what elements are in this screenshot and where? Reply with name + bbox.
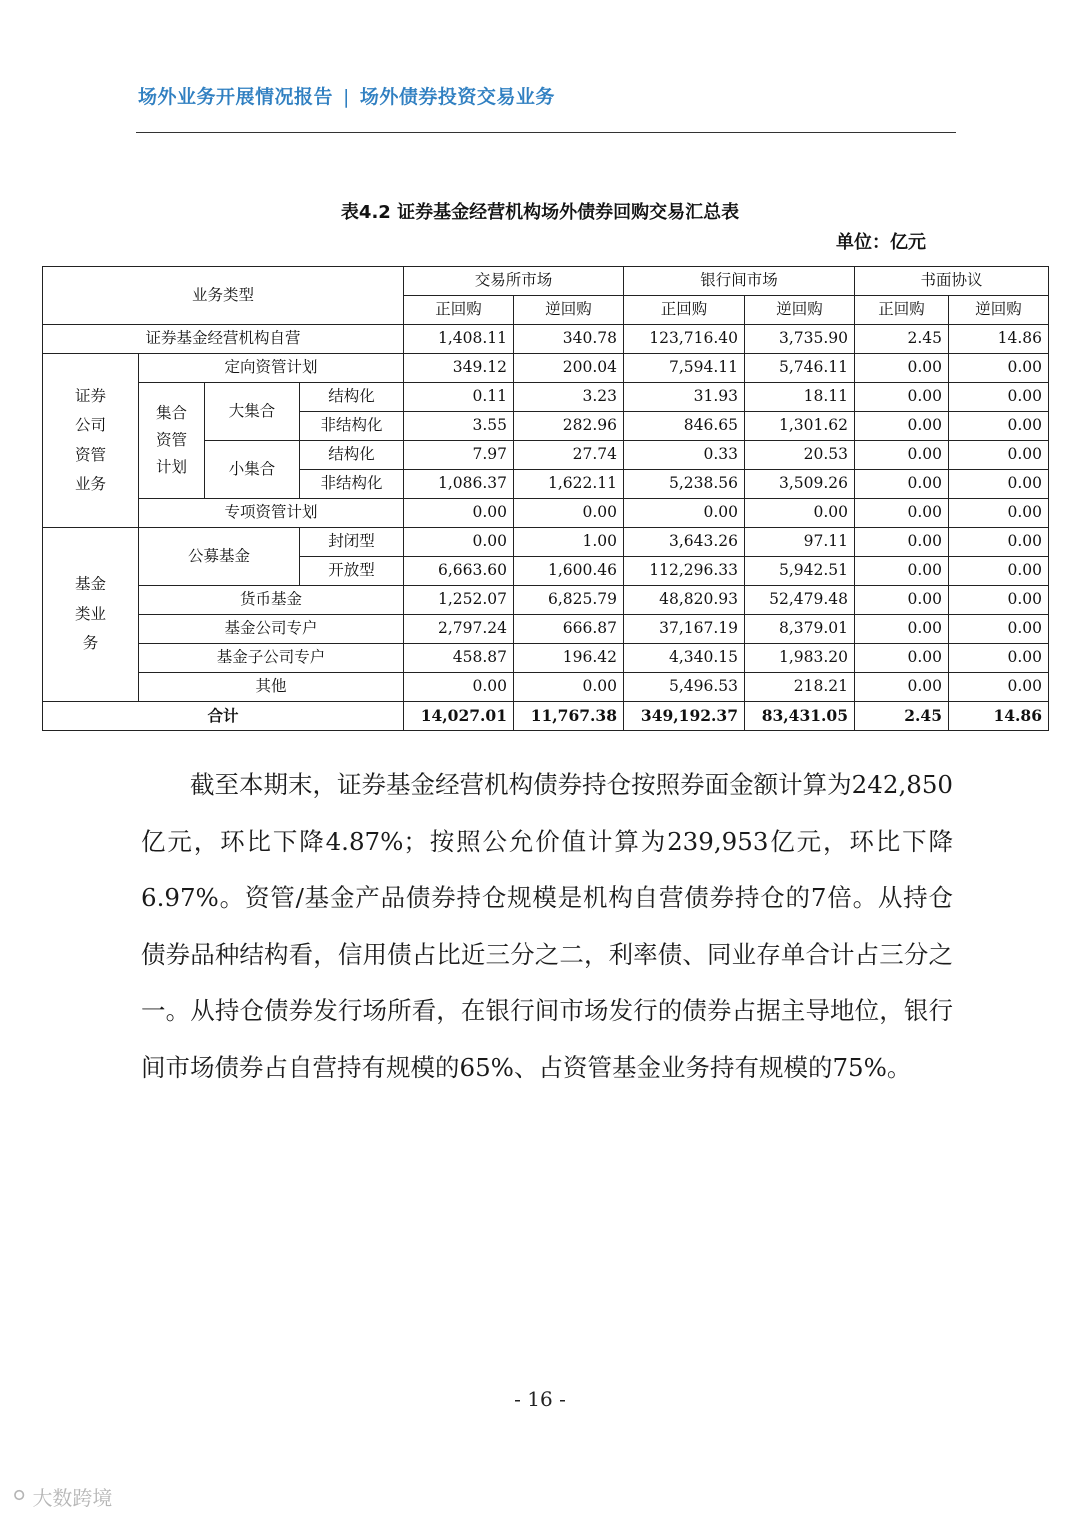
col-written-reverse: 逆回购 bbox=[949, 296, 1049, 325]
table-cell: 0.00 bbox=[404, 528, 514, 557]
body-paragraph: 截至本期末，证券基金经营机构债券持仓按照券面金额计算为242,850亿元，环比下降4.87%；按照公允价值计算为239,953亿元，环比下降6.97%。资管/基金产品债券持仓规模是机构自营债券持仓的7倍。从持仓债券品种结构看，信用债占比近三分之二，利率债、同业存单合计占三分之一。从持仓债券发行场所看，在银行间市场发行的债券占据主导地位，银行间市场债券占自营持有规模的65%、占资管基金业务持有规模的75%。 bbox=[141, 770, 953, 1082]
table-cell: 218.21 bbox=[745, 673, 855, 702]
table-cell: 0.00 bbox=[514, 499, 624, 528]
table-cell: 2.45 bbox=[855, 325, 949, 354]
table-cell: 1,622.11 bbox=[514, 470, 624, 499]
group-label-public-fund: 公募基金 bbox=[139, 528, 300, 586]
table-cell: 123,716.40 bbox=[624, 325, 745, 354]
table-cell: 340.78 bbox=[514, 325, 624, 354]
table-cell: 0.00 bbox=[949, 528, 1049, 557]
table-cell: 0.00 bbox=[855, 412, 949, 441]
table-cell: 1,252.07 bbox=[404, 586, 514, 615]
table-cell: 7,594.11 bbox=[624, 354, 745, 383]
table-row bbox=[43, 528, 1049, 557]
table-cell: 0.00 bbox=[855, 586, 949, 615]
row-label-non-structured: 非结构化 bbox=[300, 412, 404, 441]
table-cell: 18.11 bbox=[745, 383, 855, 412]
table-cell: 3.23 bbox=[514, 383, 624, 412]
table-cell: 0.00 bbox=[404, 499, 514, 528]
row-label-total: 合计 bbox=[43, 702, 404, 731]
table-cell: 458.87 bbox=[404, 644, 514, 673]
table-cell: 0.33 bbox=[624, 441, 745, 470]
table-cell: 4,340.15 bbox=[624, 644, 745, 673]
col-interbank: 银行间市场 bbox=[624, 267, 855, 296]
table-cell: 0.00 bbox=[855, 644, 949, 673]
repo-summary-table bbox=[42, 266, 1049, 731]
report-header bbox=[138, 82, 555, 109]
table-cell: 7.97 bbox=[404, 441, 514, 470]
table-cell: 0.00 bbox=[855, 383, 949, 412]
row-label-fund-sub-account: 基金子公司专户 bbox=[139, 644, 404, 673]
table-cell: 97.11 bbox=[745, 528, 855, 557]
table-cell: 1,600.46 bbox=[514, 557, 624, 586]
table-cell: 0.00 bbox=[949, 673, 1049, 702]
col-interbank-repo: 正回购 bbox=[624, 296, 745, 325]
table-cell: 0.00 bbox=[949, 441, 1049, 470]
table-caption: 表4.2 证券基金经营机构场外债券回购交易汇总表 bbox=[340, 202, 740, 223]
table-cell: 0.00 bbox=[855, 615, 949, 644]
table-cell: 20.53 bbox=[745, 441, 855, 470]
table-cell: 349,192.37 bbox=[624, 702, 745, 731]
table-cell: 8,379.01 bbox=[745, 615, 855, 644]
table-cell: 282.96 bbox=[514, 412, 624, 441]
row-label-other: 其他 bbox=[139, 673, 404, 702]
table-cell: 0.00 bbox=[949, 557, 1049, 586]
table-cell: 1,301.62 bbox=[745, 412, 855, 441]
table-cell: 0.00 bbox=[949, 586, 1049, 615]
group-label-fund: 基金类业务 bbox=[43, 528, 139, 702]
table-row bbox=[43, 644, 1049, 673]
table-cell: 0.00 bbox=[745, 499, 855, 528]
table-cell: 200.04 bbox=[514, 354, 624, 383]
table-cell: 0.00 bbox=[855, 499, 949, 528]
col-written-repo: 正回购 bbox=[855, 296, 949, 325]
table-row bbox=[43, 499, 1049, 528]
table-cell: 2,797.24 bbox=[404, 615, 514, 644]
table-cell: 0.00 bbox=[949, 354, 1049, 383]
col-exchange-reverse: 逆回购 bbox=[514, 296, 624, 325]
table-cell: 0.00 bbox=[624, 499, 745, 528]
group-label-small-collective: 小集合 bbox=[205, 441, 300, 499]
table-cell: 48,820.93 bbox=[624, 586, 745, 615]
row-label-proprietary: 证券基金经营机构自营 bbox=[43, 325, 404, 354]
table-cell: 0.11 bbox=[404, 383, 514, 412]
table-row bbox=[43, 325, 1049, 354]
row-label-closed: 封闭型 bbox=[300, 528, 404, 557]
table-cell: 196.42 bbox=[514, 644, 624, 673]
table-cell: 5,942.51 bbox=[745, 557, 855, 586]
table-cell: 349.12 bbox=[404, 354, 514, 383]
table-cell: 3.55 bbox=[404, 412, 514, 441]
table-row bbox=[43, 354, 1049, 383]
table-cell: 27.74 bbox=[514, 441, 624, 470]
table-row bbox=[43, 383, 1049, 412]
table-cell: 5,746.11 bbox=[745, 354, 855, 383]
table-row bbox=[43, 586, 1049, 615]
table-cell: 5,238.56 bbox=[624, 470, 745, 499]
table-cell: 52,479.48 bbox=[745, 586, 855, 615]
row-label-non-structured: 非结构化 bbox=[300, 470, 404, 499]
table-cell: 0.00 bbox=[855, 441, 949, 470]
table-cell: 0.00 bbox=[514, 673, 624, 702]
row-label-fund-co-account: 基金公司专户 bbox=[139, 615, 404, 644]
table-cell: 14.86 bbox=[949, 325, 1049, 354]
table-cell: 83,431.05 bbox=[745, 702, 855, 731]
table-cell: 3,735.90 bbox=[745, 325, 855, 354]
table-cell: 31.93 bbox=[624, 383, 745, 412]
watermark-text: 大数跨境 bbox=[32, 1486, 113, 1510]
table-cell: 0.00 bbox=[949, 383, 1049, 412]
table-unit: 单位：亿元 bbox=[836, 232, 926, 253]
col-interbank-reverse: 逆回购 bbox=[745, 296, 855, 325]
group-label-sec-am: 证券公司资管业务 bbox=[43, 354, 139, 528]
col-exchange: 交易所市场 bbox=[404, 267, 624, 296]
table-cell: 14,027.01 bbox=[404, 702, 514, 731]
table-cell: 0.00 bbox=[404, 673, 514, 702]
table-cell: 0.00 bbox=[855, 557, 949, 586]
header-rule bbox=[136, 132, 956, 133]
table-cell: 0.00 bbox=[949, 644, 1049, 673]
col-exchange-repo: 正回购 bbox=[404, 296, 514, 325]
table-cell: 0.00 bbox=[855, 470, 949, 499]
table-cell: 0.00 bbox=[949, 499, 1049, 528]
table-cell: 0.00 bbox=[949, 615, 1049, 644]
row-label-money-fund: 货币基金 bbox=[139, 586, 404, 615]
table-cell: 0.00 bbox=[855, 673, 949, 702]
table-row-total bbox=[43, 702, 1049, 731]
watermark bbox=[10, 1482, 112, 1511]
weibo-icon: ⚪ bbox=[10, 1484, 29, 1509]
row-label-special: 专项资管计划 bbox=[139, 499, 404, 528]
table-cell: 3,509.26 bbox=[745, 470, 855, 499]
header-section-title: 场外债券投资交易业务 bbox=[359, 86, 555, 108]
group-label-large-collective: 大集合 bbox=[205, 383, 300, 441]
table-cell: 2.45 bbox=[855, 702, 949, 731]
table-cell: 1,086.37 bbox=[404, 470, 514, 499]
table-cell: 0.00 bbox=[949, 412, 1049, 441]
table-cell: 1,408.11 bbox=[404, 325, 514, 354]
row-label-structured: 结构化 bbox=[300, 441, 404, 470]
table-cell: 0.00 bbox=[949, 470, 1049, 499]
table-cell: 6,663.60 bbox=[404, 557, 514, 586]
header-report-title: 场外业务开展情况报告 bbox=[138, 86, 334, 108]
table-cell: 37,167.19 bbox=[624, 615, 745, 644]
table-cell: 11,767.38 bbox=[514, 702, 624, 731]
header-row-1 bbox=[43, 267, 1049, 296]
table-cell: 6,825.79 bbox=[514, 586, 624, 615]
table-cell: 666.87 bbox=[514, 615, 624, 644]
table-cell: 3,643.26 bbox=[624, 528, 745, 557]
row-label-open: 开放型 bbox=[300, 557, 404, 586]
page-number: - 16 - bbox=[514, 1387, 566, 1411]
table-cell: 1.00 bbox=[514, 528, 624, 557]
col-written: 书面协议 bbox=[855, 267, 1049, 296]
table-cell: 5,496.53 bbox=[624, 673, 745, 702]
table-cell: 1,983.20 bbox=[745, 644, 855, 673]
table-row bbox=[43, 673, 1049, 702]
table-cell: 0.00 bbox=[855, 528, 949, 557]
table-row bbox=[43, 615, 1049, 644]
row-label-structured: 结构化 bbox=[300, 383, 404, 412]
table-cell: 112,296.33 bbox=[624, 557, 745, 586]
row-label-directed: 定向资管计划 bbox=[139, 354, 404, 383]
header-separator: | bbox=[343, 86, 350, 108]
table-cell: 0.00 bbox=[855, 354, 949, 383]
table-cell: 846.65 bbox=[624, 412, 745, 441]
table-cell: 14.86 bbox=[949, 702, 1049, 731]
group-label-collective: 集合资管计划 bbox=[139, 383, 205, 499]
col-business-type: 业务类型 bbox=[43, 267, 404, 325]
